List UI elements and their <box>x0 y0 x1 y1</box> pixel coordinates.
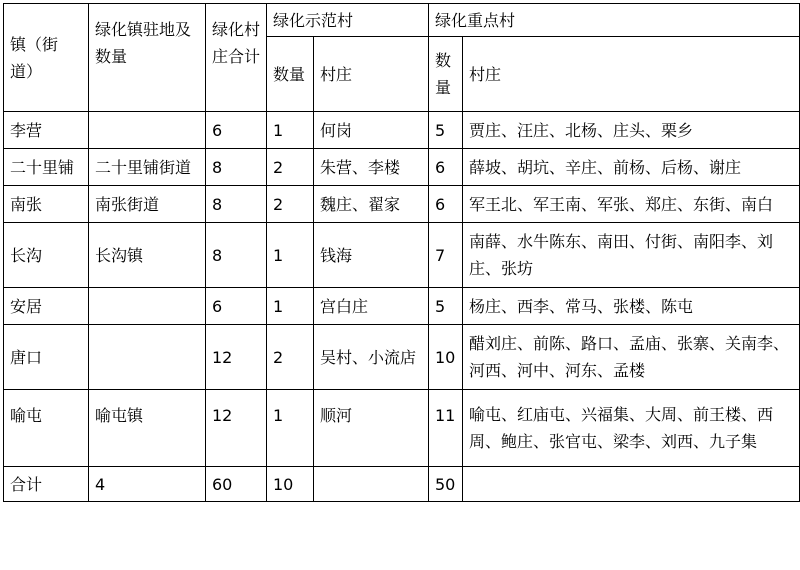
demo-villages-cell: 吴村、小流店 <box>314 325 429 390</box>
key-villages-cell: 薛坡、胡坑、辛庄、前杨、后杨、谢庄 <box>463 149 800 186</box>
table-row <box>4 112 800 149</box>
demo-villages-cell: 顺河 <box>314 390 429 467</box>
header-town: 镇（街道） <box>4 4 89 112</box>
header-total: 绿化村庄合计 <box>206 4 267 112</box>
key-count-cell: 5 <box>429 288 463 325</box>
demo-villages-cell: 宫白庄 <box>314 288 429 325</box>
table-row <box>4 325 800 390</box>
key-count-cell: 11 <box>429 390 463 467</box>
total-cell: 8 <box>206 223 267 288</box>
demo-count-cell: 1 <box>267 390 314 467</box>
total-cell: 8 <box>206 186 267 223</box>
town-cell: 李营 <box>4 112 89 149</box>
key-villages-cell: 贾庄、汪庄、北杨、庄头、栗乡 <box>463 112 800 149</box>
total-cell: 12 <box>206 390 267 467</box>
town-cell: 长沟 <box>4 223 89 288</box>
table-row <box>4 390 800 467</box>
demo-count-cell: 10 <box>267 467 314 502</box>
town-cell: 二十里铺 <box>4 149 89 186</box>
seat-cell: 长沟镇 <box>89 223 206 288</box>
demo-count-cell: 2 <box>267 149 314 186</box>
demo-villages-cell: 魏庄、翟家 <box>314 186 429 223</box>
header-key-count: 数量 <box>429 37 463 112</box>
demo-count-cell: 2 <box>267 186 314 223</box>
key-villages-cell <box>463 467 800 502</box>
key-count-cell: 5 <box>429 112 463 149</box>
key-count-cell: 6 <box>429 186 463 223</box>
demo-villages-cell: 何岗 <box>314 112 429 149</box>
total-cell: 12 <box>206 325 267 390</box>
seat-cell: 4 <box>89 467 206 502</box>
town-cell: 唐口 <box>4 325 89 390</box>
seat-cell: 二十里铺街道 <box>89 149 206 186</box>
header-key-villages: 村庄 <box>463 37 800 112</box>
header-row-1 <box>4 4 800 37</box>
demo-count-cell: 2 <box>267 325 314 390</box>
header-seat: 绿化镇驻地及数量 <box>89 4 206 112</box>
key-villages-cell: 喻屯、红庙屯、兴福集、大周、前王楼、西周、鲍庄、张官屯、梁李、刘西、九子集 <box>463 390 800 467</box>
key-count-cell: 6 <box>429 149 463 186</box>
total-cell: 8 <box>206 149 267 186</box>
table-row <box>4 223 800 288</box>
key-villages-cell: 醋刘庄、前陈、路口、孟庙、张寨、关南李、河西、河中、河东、孟楼 <box>463 325 800 390</box>
seat-cell <box>89 112 206 149</box>
header-demo-count: 数量 <box>267 37 314 112</box>
header-key-group: 绿化重点村 <box>429 4 800 37</box>
demo-villages-cell: 朱营、李楼 <box>314 149 429 186</box>
total-cell: 6 <box>206 112 267 149</box>
total-cell: 6 <box>206 288 267 325</box>
key-villages-cell: 杨庄、西李、常马、张楼、陈屯 <box>463 288 800 325</box>
key-count-cell: 50 <box>429 467 463 502</box>
table-row <box>4 186 800 223</box>
demo-count-cell: 1 <box>267 288 314 325</box>
key-count-cell: 7 <box>429 223 463 288</box>
demo-count-cell: 1 <box>267 112 314 149</box>
town-cell: 合计 <box>4 467 89 502</box>
total-cell: 60 <box>206 467 267 502</box>
town-cell: 喻屯 <box>4 390 89 467</box>
totals-row <box>4 467 800 502</box>
greening-village-table <box>3 3 800 502</box>
seat-cell <box>89 325 206 390</box>
town-cell: 南张 <box>4 186 89 223</box>
seat-cell: 喻屯镇 <box>89 390 206 467</box>
key-count-cell: 10 <box>429 325 463 390</box>
key-villages-cell: 南薛、水牛陈东、南田、付街、南阳李、刘庄、张坊 <box>463 223 800 288</box>
demo-count-cell: 1 <box>267 223 314 288</box>
town-cell: 安居 <box>4 288 89 325</box>
demo-villages-cell <box>314 467 429 502</box>
table-row <box>4 288 800 325</box>
demo-villages-cell: 钱海 <box>314 223 429 288</box>
seat-cell <box>89 288 206 325</box>
header-demo-villages: 村庄 <box>314 37 429 112</box>
seat-cell: 南张街道 <box>89 186 206 223</box>
table-row <box>4 149 800 186</box>
header-demo-group: 绿化示范村 <box>267 4 429 37</box>
key-villages-cell: 军王北、军王南、军张、郑庄、东街、南白 <box>463 186 800 223</box>
